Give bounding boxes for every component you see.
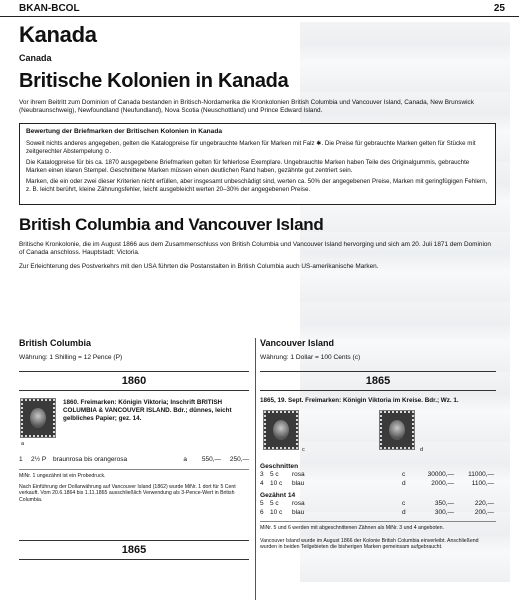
valuation-paragraph: Soweit nichts anderes angegeben, gelten die Katalogpreise für ungebrauchte Marken für Marken mit Falz ✱. Die Preise für gebrauchte Marken gelten für Stücke mit zeitgerechter Abstempelung ⊙. xyxy=(26,140,476,155)
subsection-title: Geschnitten xyxy=(260,463,299,470)
catalog-row: 5 5 c rosa c 350,— 220,— xyxy=(260,500,494,507)
stamp-images xyxy=(260,409,496,459)
catalog-row: 6 10 c blau d 300,— 200,— xyxy=(260,509,494,516)
catalog-row: 4 10 c blau d 2000,— 1100,— xyxy=(260,480,494,487)
stamp-type-label: c xyxy=(302,447,305,453)
year-bar: 1860 xyxy=(19,371,249,391)
bcvi-paragraph: Britische Kronkolonie, die im August 1866 aus dem Zusammenschluss von British Columbia und Vancouver Island hervorging und sich am 20. Juli 1871 dem Dominion of Canada anschloss. Hauptstadt: Victoria. xyxy=(19,240,491,256)
bcvi-title: British Columbia and Vancouver Island xyxy=(19,214,324,234)
subsection-title: Gezähnt 14 xyxy=(260,492,296,499)
column-divider xyxy=(255,338,256,600)
page-number: 25 xyxy=(493,3,505,14)
note: MiNr. 5 und 6 werden mit abgeschnittenen Zähnen als MiNr. 3 und 4 angeboten. xyxy=(260,525,444,531)
catalog-columns xyxy=(19,338,496,600)
note: MiNr. 1 ungezähnt ist ein Probedruck. xyxy=(19,473,106,479)
section-title: Britische Kolonien in Kanada xyxy=(19,70,289,92)
currency-line: Währung: 1 Dollar = 100 Cents (c) xyxy=(260,354,361,361)
bcvi-paragraph: Zur Erleichterung des Postverkehrs mit den USA führten die Postanstalten in British Columbia auch US-amerikanische Marken. xyxy=(19,262,379,270)
stamp-image xyxy=(21,399,55,437)
british-columbia-column xyxy=(19,338,249,560)
catalog-row: 1 2½ P braunrosa bis orangerosa a 550,— 250,— xyxy=(19,456,249,463)
header-code: BKAN-BCOL xyxy=(19,3,80,14)
valuation-paragraph: Die Katalogpreise für bis ca. 1870 ausgegebene Briefmarken gelten für fehlerlose Exemplare. Ungebrauchte Marken haben Teile des Originalgummis, gebrauchte Marken einen klaren Stempel. Geschnittene Marken müssen einen deutlichen Rand haben, gezähnte gut zentriert sein. xyxy=(26,159,470,174)
issue-description: 1860. Freimarken: Königin Viktoria; Inschrift BRITISH COLUMBIA & VANCOUVER ISLAND. Bdr.; dünnes, leicht gelbliches Papier; gez. 14. xyxy=(63,399,232,422)
stamp-image xyxy=(264,411,298,449)
catalog-row: 3 5 c rosa c 30000,— 11000,— xyxy=(260,471,494,478)
vancouver-island-column xyxy=(260,338,496,551)
notes xyxy=(260,521,496,551)
column-title: Vancouver Island xyxy=(260,338,335,348)
currency-line: Währung: 1 Shilling = 12 Pence (P) xyxy=(19,354,123,361)
year-bar: 1865 xyxy=(19,540,249,560)
valuation-box-title: Bewertung der Briefmarken der Britischen Kolonien in Kanada xyxy=(26,128,223,135)
page-title: Kanada xyxy=(19,22,97,47)
stamp-image xyxy=(380,411,414,449)
page-header xyxy=(0,0,519,17)
valuation-paragraph: Marken, die ein oder zwei dieser Kriterien nicht erfüllen, aber insgesamt unbeschädigt sind, werten ca. 50% der angegebenen Preise, Marken mit geringfügigen Fehlern, z. B. leicht berührt, kleine Zähnungsfehler, leicht ausgebleicht werten 20–30% der angegebenen Preise. xyxy=(26,178,488,193)
page-subtitle: Canada xyxy=(19,53,52,63)
year-bar: 1865 xyxy=(260,371,496,391)
column-title: British Columbia xyxy=(19,338,92,348)
stamp-type-label: a xyxy=(21,441,25,447)
issue-block xyxy=(19,397,249,455)
issue-description: 1865, 19. Sept. Freimarken: Königin Viktoria im Kreise. Bdr.; Wz. 1. xyxy=(260,397,459,404)
valuation-box xyxy=(19,123,496,205)
note: Vancouver Island wurde im August 1866 der Kolonie British Columbia einverleibt. Anschließend wurden in beiden Teilgebieten die bisherigen Marken gemeinsam aufgebraucht. xyxy=(260,537,479,551)
page-content xyxy=(19,18,496,271)
notes xyxy=(19,469,249,503)
stamp-type-label: d xyxy=(420,447,424,453)
note: Nach Einführung der Dollarwährung auf Vancouver Island (1862) wurde MiNr. 1 dort für 5 Cent verkauft. Vom 20.6.1864 bis 1.11.1865 ausschließlich Verwendung als 3-Pence-Wert in British Columbia. xyxy=(19,483,236,503)
intro-paragraph: Vor ihrem Beitritt zum Dominion of Canada bestanden in Britisch-Nordamerika die Kronkolonien British Columbia und Vancouver Island, Canada, New Brunswick (Neubraunschweig), Newfoundland (Neufundland), Nova Scotia (Neuschottland) und Prince Edward Island. xyxy=(19,99,474,114)
